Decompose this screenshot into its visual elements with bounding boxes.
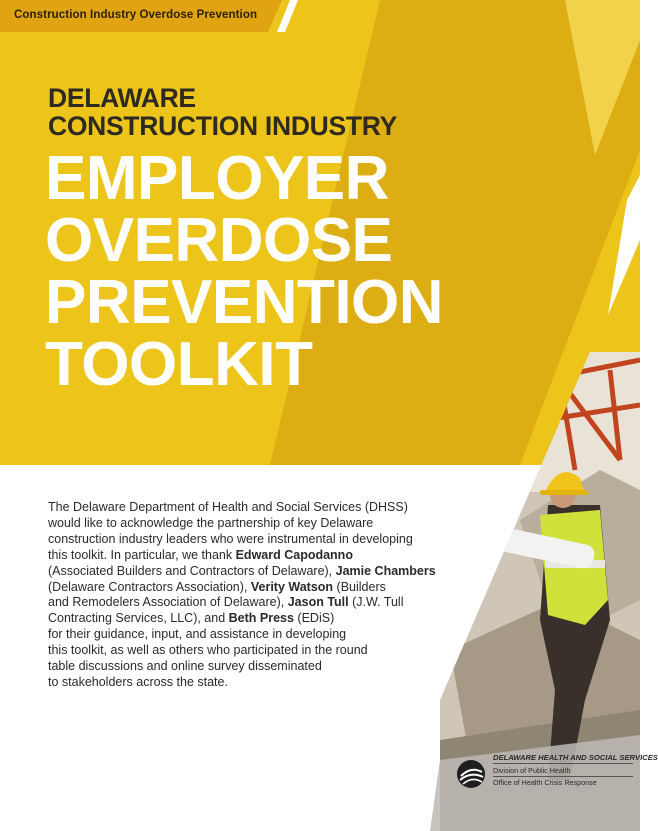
logo-divider xyxy=(493,776,633,777)
title-line: EMPLOYER xyxy=(45,144,389,213)
paragraph-line: (Delaware Contractors Association), Verity Watson (Builders xyxy=(48,579,386,594)
logo-line-office: Office of Health Crisis Response xyxy=(493,778,597,787)
paragraph-line: for their guidance, input, and assistance in developing xyxy=(48,627,347,642)
tag-stripe-white xyxy=(277,0,298,32)
page-title xyxy=(45,144,444,399)
title-line: OVERDOSE xyxy=(45,206,393,275)
title-line: PREVENTION xyxy=(45,268,444,337)
partner-name: Jason Tull xyxy=(287,595,349,610)
partner-name: Beth Press xyxy=(228,611,294,626)
paragraph-line: and Remodelers Association of Delaware), Jason Tull (J.W. Tull xyxy=(48,595,404,610)
logo-line-agency: DELAWARE HEALTH AND SOCIAL SERVICES xyxy=(493,753,658,762)
dhss-emblem-icon xyxy=(455,758,487,790)
kicker-line: DELAWARE xyxy=(48,83,196,113)
dhss-logo xyxy=(455,748,658,798)
paragraph-line: to stakeholders across the state. xyxy=(48,674,228,689)
title-line: TOOLKIT xyxy=(45,330,313,399)
paragraph-line: this toolkit. In particular, we thank Edward Capodanno xyxy=(48,547,353,562)
paragraph-line: this toolkit, as well as others who participated in the round xyxy=(48,643,368,658)
kicker-heading xyxy=(48,84,397,140)
paragraph-line: The Delaware Department of Health and Social Services (DHSS) xyxy=(48,500,408,514)
partner-name: Verity Watson xyxy=(250,579,334,594)
paragraph-line: table discussions and online survey disseminated xyxy=(48,659,322,674)
header-tag: Construction Industry Overdose Prevention xyxy=(14,9,258,21)
acknowledgement-paragraph xyxy=(48,500,436,691)
paragraph-line: (Associated Builders and Contractors of Delaware), Jamie Chambers xyxy=(48,563,436,578)
paragraph-line: would like to acknowledge the partnership of key Delaware xyxy=(48,515,374,530)
logo-line-division: Division of Public Health xyxy=(493,766,571,775)
paragraph-line: Contracting Services, LLC), and Beth Press (EDiS) xyxy=(48,611,335,626)
kicker-line: CONSTRUCTION INDUSTRY xyxy=(48,111,397,141)
partner-name: Jamie Chambers xyxy=(335,563,436,578)
logo-divider xyxy=(493,763,633,764)
partner-name: Edward Capodanno xyxy=(235,547,353,562)
paragraph-line: construction industry leaders who were instrumental in developing xyxy=(48,531,413,546)
